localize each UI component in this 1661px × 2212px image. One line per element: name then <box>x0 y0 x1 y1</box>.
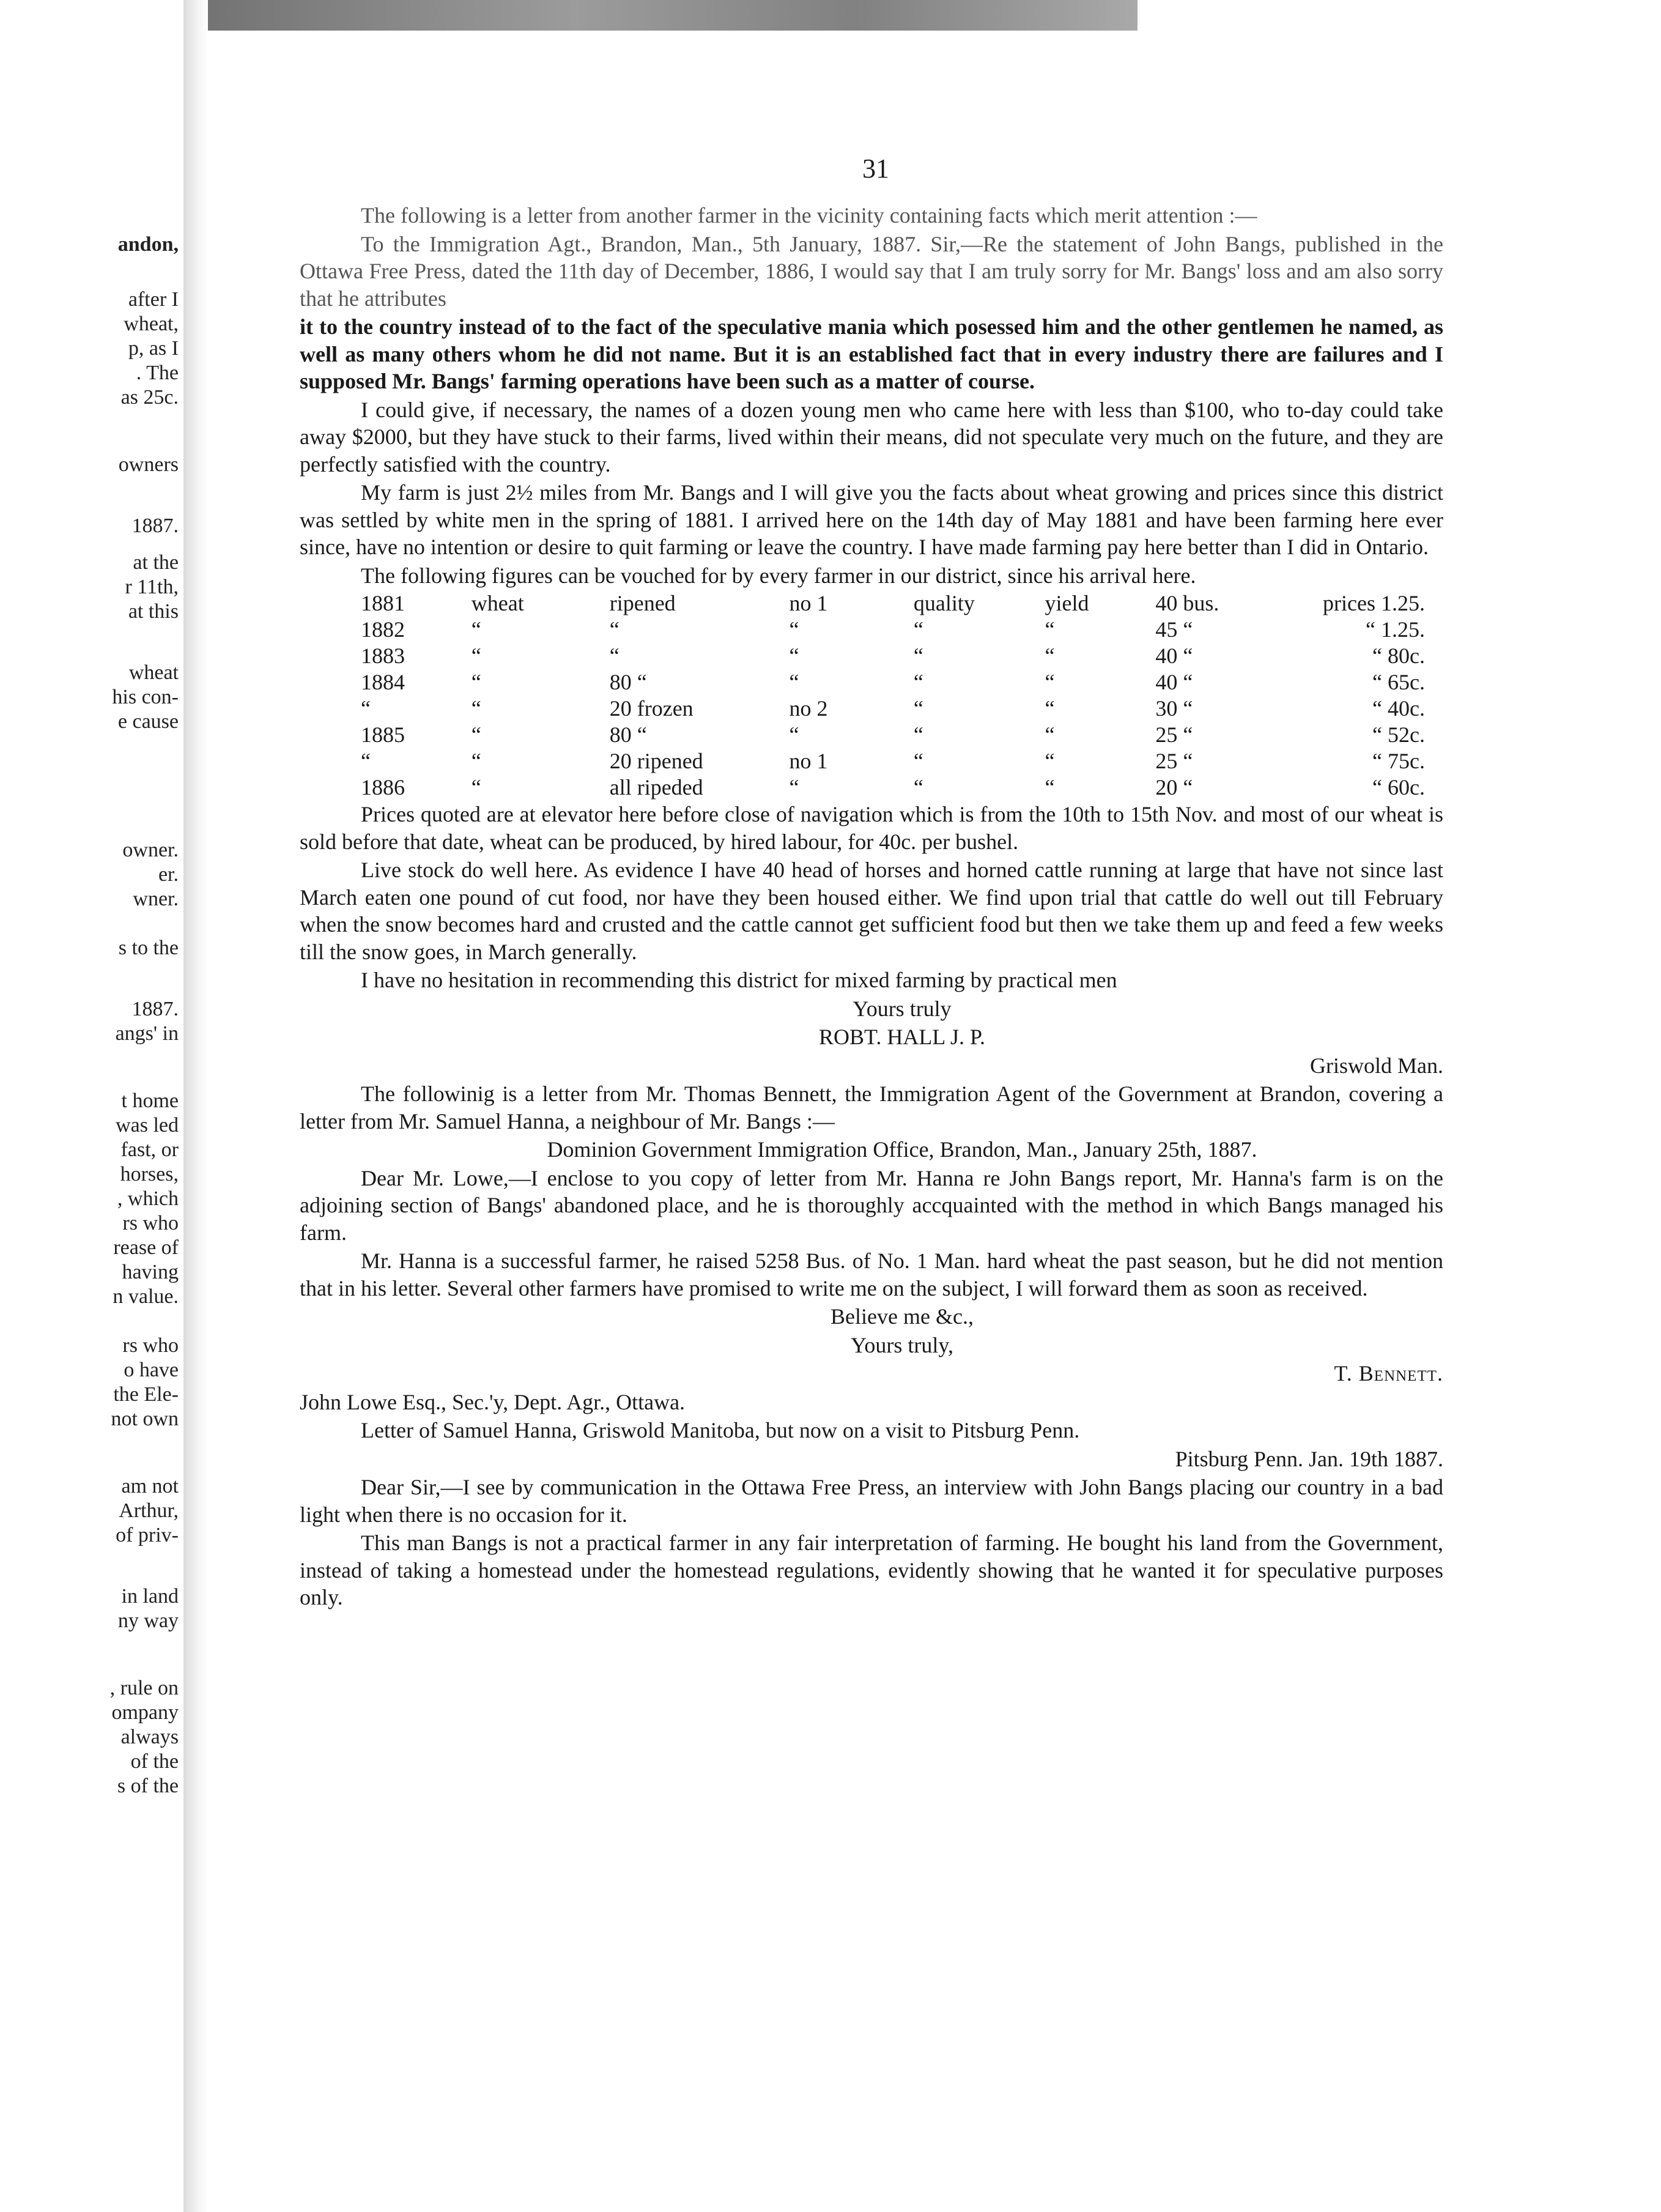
left-page-fragment: er. <box>158 863 179 886</box>
figures-row <box>361 617 1425 643</box>
left-page-fragment: rease of <box>113 1236 179 1259</box>
left-page-fragment: t home <box>121 1089 179 1112</box>
paragraph-hanna-successful: Mr. Hanna is a successful farmer, he raised 5258 Bus. of No. 1 Man. hard wheat the past season, but he did not mention that in his letter. Several other farmers have promised to write me on the subject, I will forward them as soon as received. <box>300 1249 1443 1301</box>
figures-cell: no 1 <box>789 749 828 773</box>
figures-cell: “ <box>913 749 923 773</box>
figures-cell: “ <box>471 644 481 668</box>
left-page-fragment: e cause <box>117 710 179 733</box>
left-page-fragment: 1887. <box>131 514 179 537</box>
left-page-fragment: owners <box>118 453 179 476</box>
left-page-fragment: rs who <box>122 1334 179 1357</box>
figures-cell: “ 1.25. <box>1366 617 1425 642</box>
closing-believe-me: Believe me &c., <box>831 1304 974 1329</box>
left-page-fragment: andon, <box>117 233 179 256</box>
left-page-fragments <box>0 184 183 1797</box>
figures-cell: “ <box>471 775 481 800</box>
figures-cell: no 2 <box>789 696 828 721</box>
figures-cell: “ <box>609 644 620 668</box>
paragraph-speculative-mania: it to the country instead of to the fact of the speculative mania which posessed him and the other gentlemen he named, as well as many others whom he did not name. But it is an established fact that in every industry there are failures and I supposed Mr. Bangs' farming operations have been such as a matter of course. <box>300 314 1443 393</box>
figures-cell: 1884 <box>361 670 405 694</box>
figures-row <box>361 748 1425 774</box>
paragraph-bangs-not-practical: This man Bangs is not a practical farmer in any fair interpretation of farming. He bought his land from the Government, instead of taking a homestead under the homestead regulations, evidently showing that he wanted it for speculative purposes only. <box>300 1531 1443 1609</box>
wheat-figures-table <box>361 590 1425 801</box>
left-page-fragment: not own <box>111 1408 179 1430</box>
left-page-fragment: having <box>122 1261 179 1283</box>
left-page-fragment: was led <box>116 1114 179 1137</box>
figures-cell: “ <box>789 722 799 747</box>
left-page-fragment: s of the <box>117 1775 179 1797</box>
figures-cell: “ <box>913 617 923 642</box>
figures-cell: ripened <box>609 591 676 615</box>
figures-cell: “ <box>913 696 923 721</box>
figures-cell: “ 40c. <box>1372 696 1425 721</box>
figures-cell: “ <box>361 696 371 721</box>
place-griswold: Griswold Man. <box>1310 1053 1443 1078</box>
figures-cell: “ <box>789 775 799 800</box>
figures-cell: 45 “ <box>1155 617 1193 642</box>
left-page-fragment: of priv- <box>116 1524 179 1546</box>
paragraph-young-men: I could give, if necessary, the names of a dozen young men who came here with less than $100, who to-day could take away $2000, but they have stuck to their farms, lived within their means, did not speculate very much on the future, and they are perfectly satisfied with the country. <box>300 397 1443 477</box>
figures-cell: “ <box>471 696 481 721</box>
figures-cell: yield <box>1045 591 1089 615</box>
figures-cell: “ <box>609 617 620 642</box>
figures-cell: “ <box>913 644 923 668</box>
figures-cell: 1881 <box>361 591 405 615</box>
figures-cell: all ripeded <box>609 775 703 800</box>
figures-cell: 40 “ <box>1155 644 1193 668</box>
figures-row <box>361 643 1425 669</box>
book-gutter <box>183 0 208 2212</box>
figures-row <box>361 722 1425 748</box>
left-page-fragment: at this <box>128 600 179 623</box>
figures-cell: 40 bus. <box>1155 591 1219 615</box>
figures-row <box>361 696 1425 722</box>
left-page-fragment: at the <box>133 551 179 574</box>
figures-cell: 40 “ <box>1155 670 1193 694</box>
figures-cell: wheat <box>471 591 524 615</box>
figures-row <box>361 669 1425 696</box>
figures-row-header <box>361 590 1425 617</box>
figures-cell: “ <box>1045 644 1055 668</box>
figures-cell: 20 frozen <box>609 696 694 721</box>
left-page-fragment: wheat, <box>124 313 179 335</box>
figures-cell: “ <box>913 670 923 694</box>
paragraph-figures-intro: The following figures can be vouched for by every farmer in our district, since his arrival here. <box>361 563 1196 588</box>
left-page-fragment: o have <box>124 1359 179 1381</box>
closing-yours-truly-2: Yours truly, <box>850 1332 954 1357</box>
figures-cell: quality <box>913 591 975 615</box>
left-page-fragment: always <box>120 1726 179 1748</box>
figures-cell: “ <box>471 722 481 747</box>
figures-cell: “ <box>1045 617 1055 642</box>
left-page-fragment: , rule on <box>109 1677 179 1699</box>
paragraph-dear-mr-lowe: Dear Mr. Lowe,—I enclose to you copy of letter from Mr. Hanna re John Bangs report, Mr. Hanna's farm is on the adjoining section of Bangs' abandoned place, and he is thoroughly accquainted with the method in which Bangs managed his farm. <box>300 1165 1443 1245</box>
left-page-fragment: horses, <box>120 1163 179 1186</box>
dateline-pitsburg: Pitsburg Penn. Jan. 19th 1887. <box>1175 1446 1443 1471</box>
left-page-fragment: his con- <box>112 686 179 708</box>
left-page-fragment: after I <box>128 288 179 311</box>
figures-cell: 1885 <box>361 722 405 747</box>
left-page-fragment: fast, or <box>120 1138 179 1161</box>
figures-cell: “ <box>1045 775 1055 800</box>
left-page-fragment: ompany <box>111 1701 179 1724</box>
figures-cell: “ 65c. <box>1372 670 1425 694</box>
left-page-fragment: 1887. <box>131 998 179 1020</box>
left-page-fragment: p, as I <box>128 337 179 360</box>
paragraph-letter-opening: To the Immigration Agt., Brandon, Man., 5th January, 1887. Sir,—Re the statement of John Bangs, published in the Ottawa Free Press, dated the 11th day of December, 1886, I would say that I am truly sorry for Mr. Bangs' loss and am also sorry that he attributes <box>300 231 1443 311</box>
paragraph-hanna-letter-heading: Letter of Samuel Hanna, Griswold Manitoba, but now on a visit to Pitsburg Penn. <box>361 1418 1080 1442</box>
addressee-john-lowe: John Lowe Esq., Sec.'y, Dept. Agr., Ottawa. <box>300 1389 686 1414</box>
figures-cell: 25 “ <box>1155 722 1193 747</box>
figures-cell: “ <box>913 722 923 747</box>
office-dateline: Dominion Government Immigration Office, Brandon, Man., January 25th, 1887. <box>547 1137 1257 1162</box>
figures-cell: 20 “ <box>1155 775 1193 800</box>
left-page-fragment: owner. <box>122 839 179 861</box>
figures-cell: “ <box>361 749 371 773</box>
figures-cell: 20 ripened <box>609 749 703 773</box>
paragraph-intro: The following is a letter from another farmer in the vicinity containing facts which merit attention :— <box>361 203 1257 228</box>
left-page-fragment: r 11th, <box>125 576 179 598</box>
figures-cell: 1882 <box>361 617 405 642</box>
figures-cell: 1883 <box>361 644 405 668</box>
left-page-fragment: , which <box>117 1187 179 1210</box>
figures-cell: “ <box>471 670 481 694</box>
figures-cell: “ 80c. <box>1372 644 1425 668</box>
figures-cell: “ <box>1045 722 1055 747</box>
page-number: 31 <box>862 154 889 184</box>
left-page-fragment: am not <box>121 1475 179 1498</box>
left-page-fragment: . The <box>136 362 179 384</box>
figures-cell: “ <box>471 617 481 642</box>
left-page-fragment: as 25c. <box>120 386 179 409</box>
figures-row <box>361 774 1425 801</box>
figures-cell: “ <box>1045 670 1055 694</box>
figures-cell: 30 “ <box>1155 696 1193 721</box>
figures-cell: “ <box>913 775 923 800</box>
signature-bennett: T. Bennett. <box>1334 1361 1443 1386</box>
figures-cell: “ <box>471 749 481 773</box>
left-page-fragment: s to the <box>118 937 179 959</box>
paragraph-bennett-intro: The followinig is a letter from Mr. Thomas Bennett, the Immigration Agent of the Government at Brandon, covering a letter from Mr. Samuel Hanna, a neighbour of Mr. Bangs :— <box>300 1082 1443 1134</box>
figures-cell: 80 “ <box>609 670 647 694</box>
figures-cell: “ <box>1045 749 1055 773</box>
scan-edge <box>202 0 1138 31</box>
figures-cell: 1886 <box>361 775 405 800</box>
figures-cell: “ <box>789 617 799 642</box>
closing-yours-truly: Yours truly <box>853 996 952 1021</box>
paragraph-dear-sir: Dear Sir,—I see by communication in the Ottawa Free Press, an interview with John Bangs placing our country in a bad light when there is no occasion for it. <box>300 1475 1443 1527</box>
left-page-fragment: angs' in <box>115 1022 179 1045</box>
left-page-fragment: Arthur, <box>119 1499 179 1522</box>
figures-cell: 25 “ <box>1155 749 1193 773</box>
figures-cell: “ 75c. <box>1372 749 1425 773</box>
figures-cell: “ 52c. <box>1372 722 1425 747</box>
figures-cell: “ <box>789 644 799 668</box>
paragraph-live-stock: Live stock do well here. As evidence I have 40 head of horses and horned cattle running at large that have not since last March eaten one pound of cut food, nor have they been housed either. We find upon trial that cattle do well out till February when the snow becomes hard and crusted and the cattle cannot get sufficient food but then we take them up and feed a few weeks till the snow goes, in March generally. <box>300 858 1443 964</box>
paragraph-prices-quoted: Prices quoted are at elevator here before close of navigation which is from the 10th to 15th Nov. and most of our wheat is sold before that date, wheat can be produced, by hired labour, for 40c. per bushel. <box>300 802 1443 854</box>
left-page-fragment: wner. <box>133 888 179 910</box>
left-page-fragment: the Ele- <box>113 1383 179 1406</box>
left-page-fragment: ny way <box>117 1609 179 1632</box>
page-body <box>300 202 1443 1613</box>
left-page-fragment: of the <box>130 1750 179 1773</box>
left-page-fragment: rs who <box>122 1212 179 1234</box>
paragraph-my-farm: My farm is just 2½ miles from Mr. Bangs and I will give you the facts about wheat growing and prices since this district was settled by white men in the spring of 1881. I arrived here on the 14th day of May 1881 and have been farming here ever since, have no intention or desire to quit farming or leave the country. I have made farming pay here better than I did in Ontario. <box>300 480 1443 559</box>
figures-cell: prices 1.25. <box>1323 591 1425 615</box>
figures-cell: “ <box>1045 696 1055 721</box>
figures-cell: 80 “ <box>609 722 647 747</box>
paragraph-recommendation: I have no hesitation in recommending this district for mixed farming by practical men <box>361 968 1117 992</box>
left-page-fragment: n value. <box>113 1285 179 1308</box>
left-page-fragment: in land <box>121 1585 179 1608</box>
figures-cell: “ 60c. <box>1372 775 1425 800</box>
left-page-fragment: wheat <box>128 661 179 684</box>
signature-robt-hall: ROBT. HALL J. P. <box>818 1025 986 1049</box>
figures-cell: “ <box>789 670 799 694</box>
figures-cell: no 1 <box>789 591 828 615</box>
